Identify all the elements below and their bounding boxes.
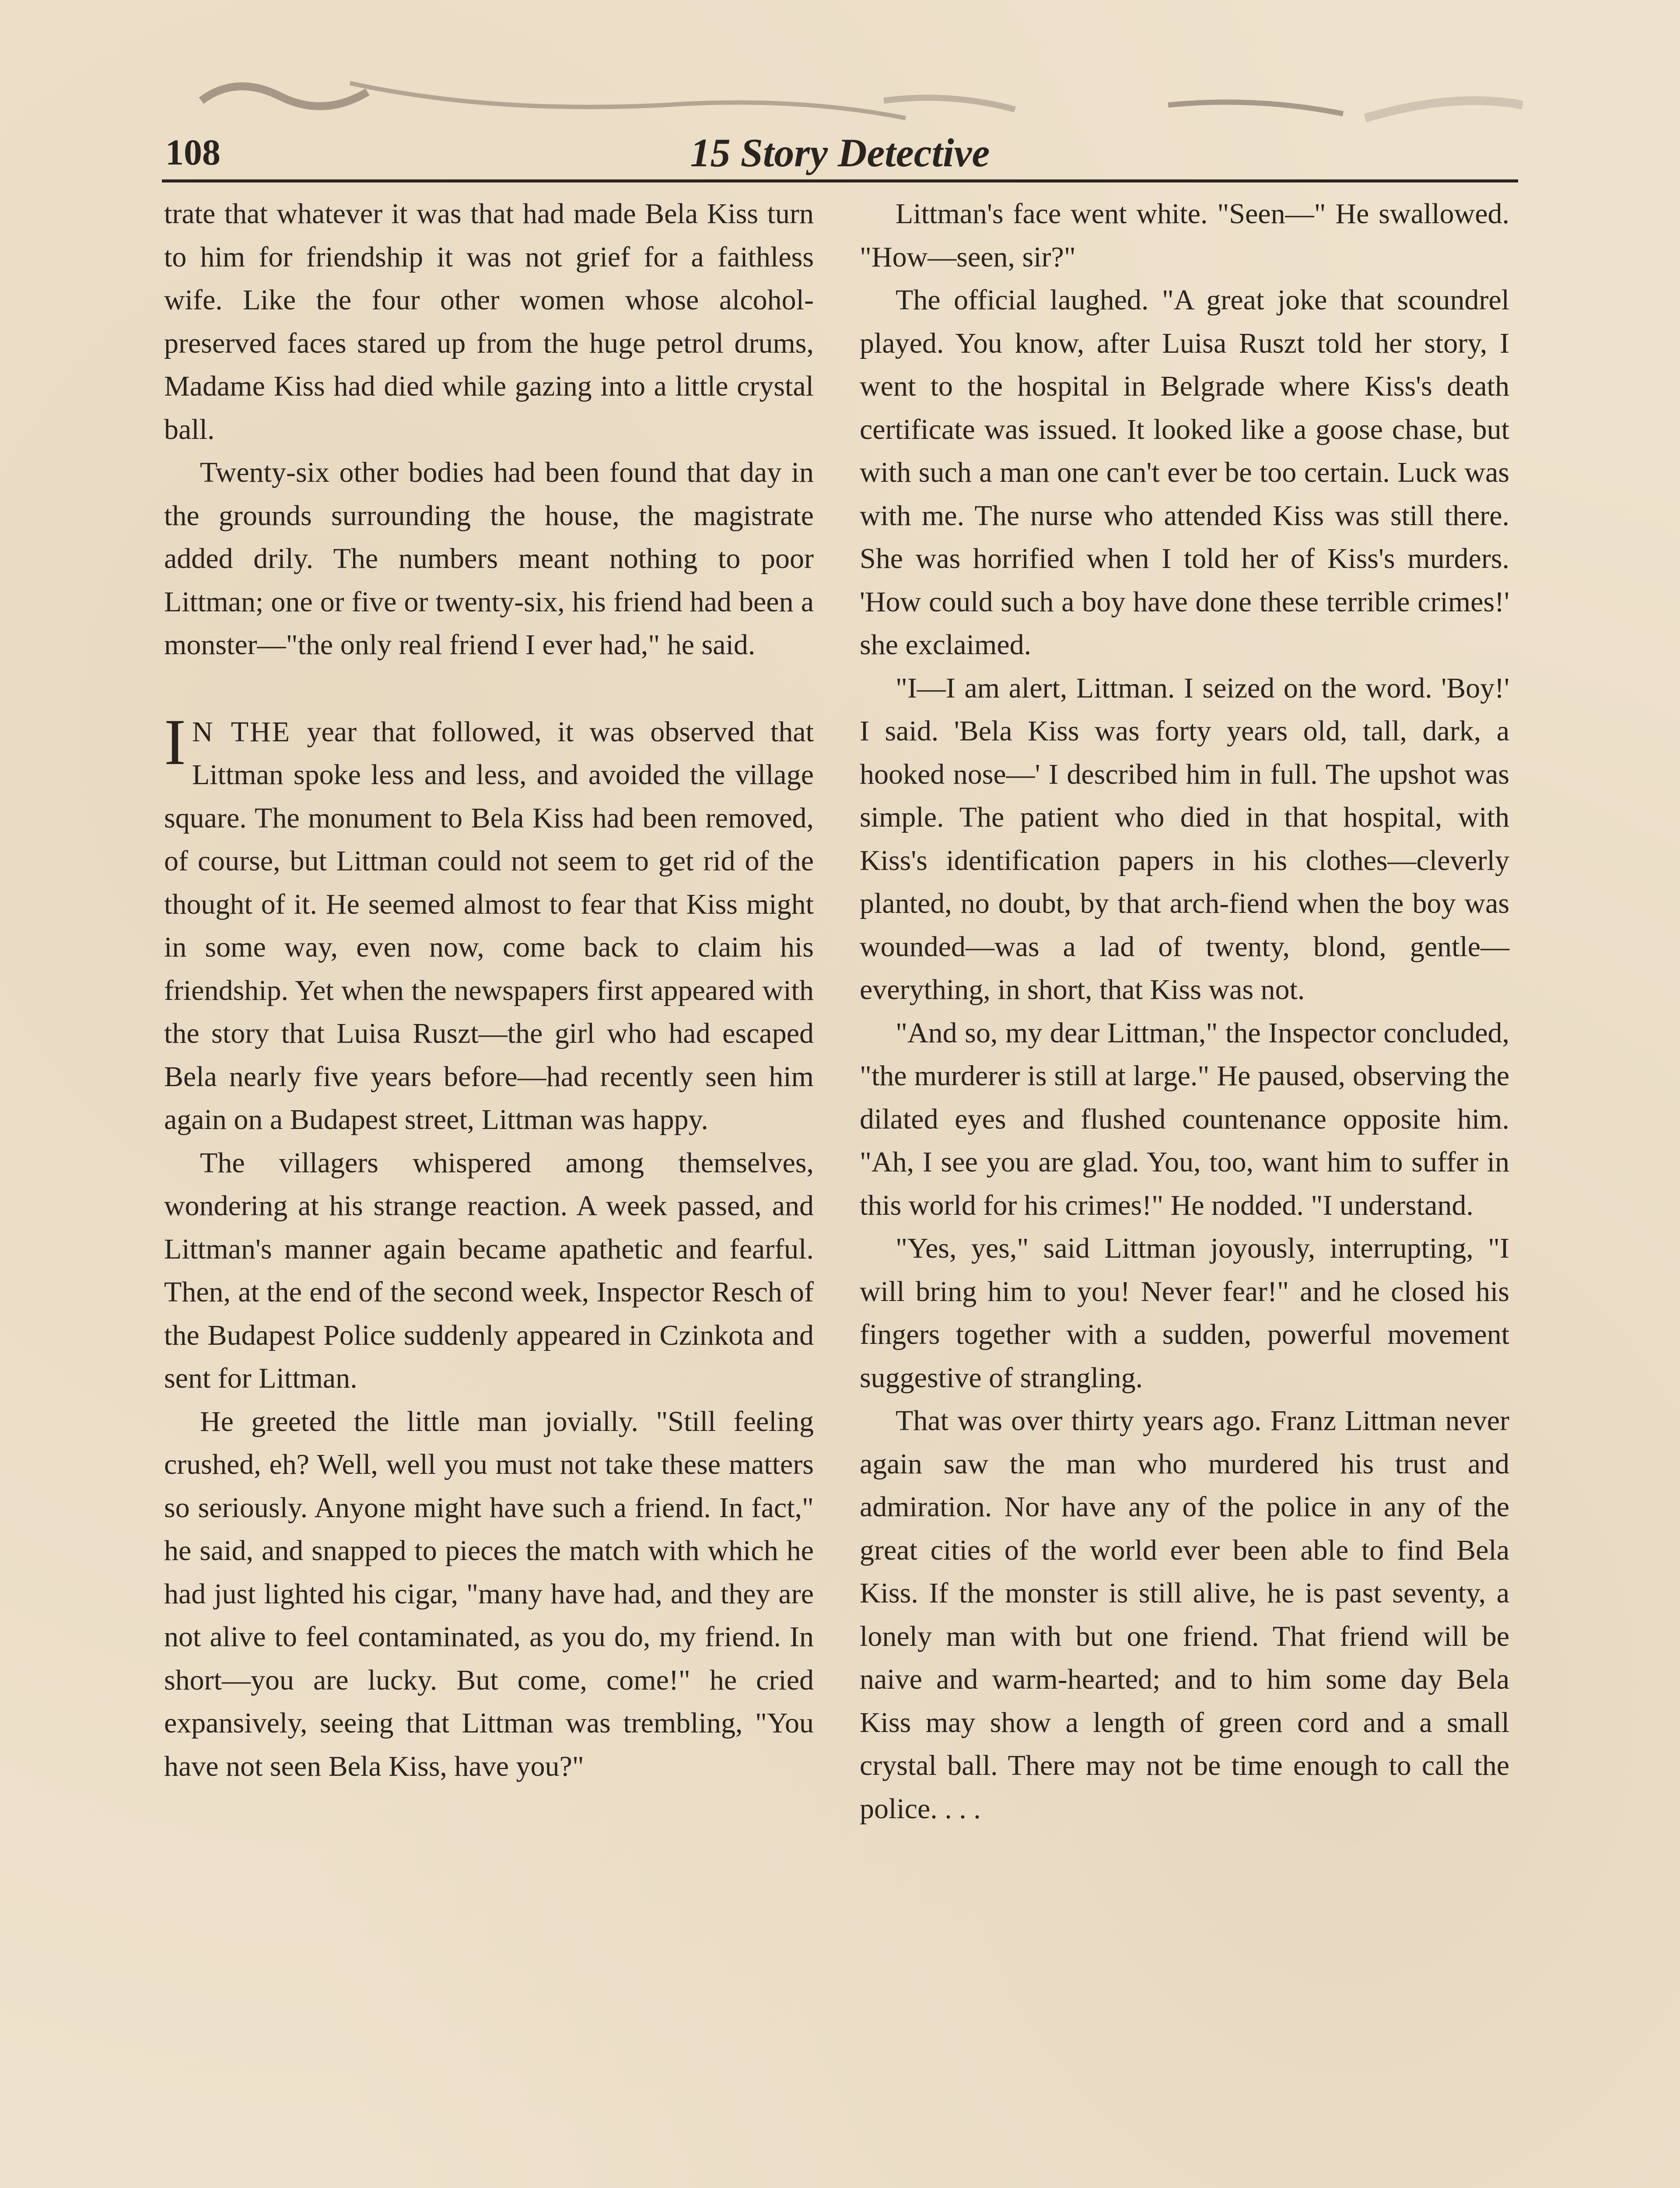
paragraph: He greeted the little man jovially. "Still feeling crushed, eh? Well, well you must not take these matters so seriously. Anyone might have such a friend. In fact," he said, and snapped to pieces the match with which he had just lighted his cigar, "many have had, and they are not alive to feel contaminated, as you do, my friend. In short—you are lucky. But come, come!" he cried expansively, seeing that Littman was trembling, "You have not seen Bela Kiss, have you?" [164,1405,814,1782]
running-title: 15 Story Detective [690,130,990,175]
left-column [164,193,814,1788]
right-column [860,193,1509,1830]
paragraph: The villagers whispered among themselves, wondering at his strange reaction. A week passed, and Littman's manner again became apathetic and fearful. Then, at the end of the second week, Inspector Resch of the Budapest Police suddenly appeared in Czinkota and sent for Littman. [164,1147,814,1394]
paragraph: "I—I am alert, Littman. I seized on the word. 'Boy!' I said. 'Bela Kiss was forty years old, tall, dark, a hooked nose—' I described him in full. The upshot was simple. The patient who died in that hospital, with Kiss's identification papers in his clothes—cleverly planted, no doubt, by that arch-fiend when the boy was wounded—was a lad of twenty, blond, gentle—everything, in short, that Kiss was not. [860,672,1509,1006]
paragraph: "And so, my dear Littman," the Inspector concluded, "the murderer is still at large." He paused, observing the dilated eyes and flushed countenance opposite him. "Ah, I see you are glad. You, too, want him to suffer in this world for his crimes!" He nodded. "I understand. [860,1017,1509,1221]
page-number: 108 [165,132,220,173]
paragraph: Littman's face went white. "Seen—" He swallowed. "How—seen, sir?" [860,198,1509,273]
paragraph: Twenty-six other bodies had been found that day in the grounds surrounding the house, the magistrate added drily. The numbers meant nothing to poor Littman; one or five or twenty-six, his friend had been a monster—"the only real friend I ever had," he said. [164,456,814,661]
drop-cap: I [164,705,186,778]
section-start-paragraph [164,705,814,1142]
paragraph: trate that whatever it was that had made Bela Kiss turn to him for friendship it was not grief for a faithless wife. Like the four other women whose alcohol-preserved faces stared up from the huge petrol drums, Madame Kiss had died while gazing into a little crystal ball. [164,198,814,445]
page-header [162,131,1518,182]
paragraph: That was over thirty years ago. Franz Littman never again saw the man who murdered his trust and admiration. Nor have any of the police in any of the great cities of the world ever been able to find Bela Kiss. If the monster is still alive, he is past seventy, a lonely man with but one friend. That friend will be naive and warm-hearted; and to him some day Bela Kiss may show a length of green cord and a small crystal ball. There may not be time enough to call the police. . . . [860,1405,1509,1825]
lead-in: N THE [192,715,291,748]
paragraph-text: year that followed, it was observed that Littman spoke less and less, and avoided the village square. The monument to Bela Kiss had been removed, of course, but Littman could not seem to get rid of the thought of it. He seemed almost to fear that Kiss might in some way, even now, come back to claim his friendship. Yet when the newspapers first appeared with the story that Luisa Ruszt—the girl who had escaped Bela nearly five years before—had recently seen him again on a Budapest street, Littman was happy. [164,715,814,1136]
paragraph: "Yes, yes," said Littman joyously, interrupting, "I will bring him to you! Never fear!" and he closed his fingers together with a sudden, powerful movement suggestive of strangling. [860,1232,1509,1394]
paragraph: The official laughed. "A great joke that scoundrel played. You know, after Luisa Ruszt told her story, I went to the hospital in Belgrade where Kiss's death certificate was issued. It looked like a goose chase, but with such a man one can't ever be too certain. Luck was with me. The nurse who attended Kiss was still there. She was horrified when I told her of Kiss's murders. 'How could such a boy have done these terrible crimes!' she exclaimed. [860,284,1509,661]
